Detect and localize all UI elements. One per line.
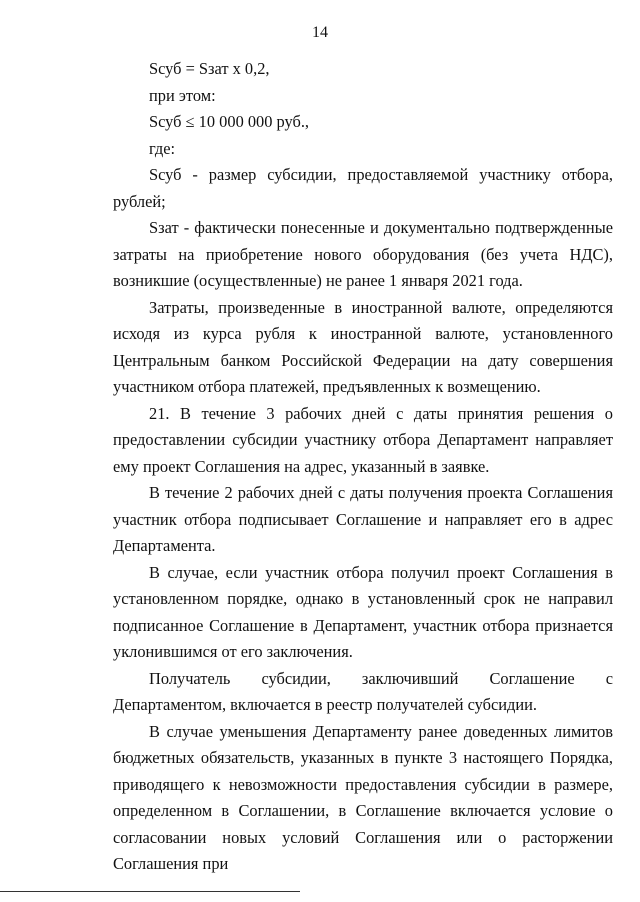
paragraph-21: 21. В течение 3 рабочих дней с даты принятия решения о предоставлении субсидии участнику отбора Департамент направляет ему проект Соглашения на адрес, указанный в заявке.	[113, 403, 613, 476]
paragraph-registry: Получатель субсидии, заключивший Соглашение с Департаментом, включается в реестр получателей субсидии.	[113, 668, 613, 714]
paragraph-szat: Sзат - фактически понесенные и документально подтвержденные затраты на приобретение нового оборудования (без учета НДС), возникшие (осуществленные) не ранее 1 января 2021 года.	[113, 218, 613, 290]
paragraph-evasion: В случае, если участник отбора получил проект Соглашения в установленном порядке, однако в установленный срок не направил подписанное Соглашение в Департамент, участник отбора признается уклонившимся от его заключения.	[113, 562, 613, 661]
condition-line: при этом:	[149, 85, 216, 105]
paragraph-ssub: Sсуб - размер субсидии, предоставляемой участнику отбора, рублей;	[113, 165, 613, 211]
paragraph-currency: Затраты, произведенные в иностранной валюте, определяются исходя из курса рубля к иностранной валюте, установленного Центральным банком Российской Федерации на дату совершения участником отбора платежей, предъявленных к возмещению.	[113, 297, 613, 396]
limit-line: Sсуб ≤ 10 000 000 руб.,	[149, 112, 310, 131]
paragraph-signing: В течение 2 рабочих дней с даты получения проекта Соглашения участник отбора подписывает Соглашение и направляет его в адрес Департамента.	[113, 483, 613, 555]
formula-line: Sсуб = Sзат x 0,2,	[149, 59, 270, 78]
paragraph-limits: В случае уменьшения Департаменту ранее доведенных лимитов бюджетных обязательств, указанных в пункте 3 настоящего Порядка, приводящего к невозможности предоставления субсидии в размере, определенном в Соглашении, в Соглашение включается условие о согласовании новых условий Соглашения или о расторжении Соглашения при	[113, 721, 613, 873]
document-body	[113, 56, 613, 878]
where-line: где:	[149, 138, 176, 158]
bottom-rule	[0, 891, 300, 892]
page-number: 14	[312, 24, 328, 41]
